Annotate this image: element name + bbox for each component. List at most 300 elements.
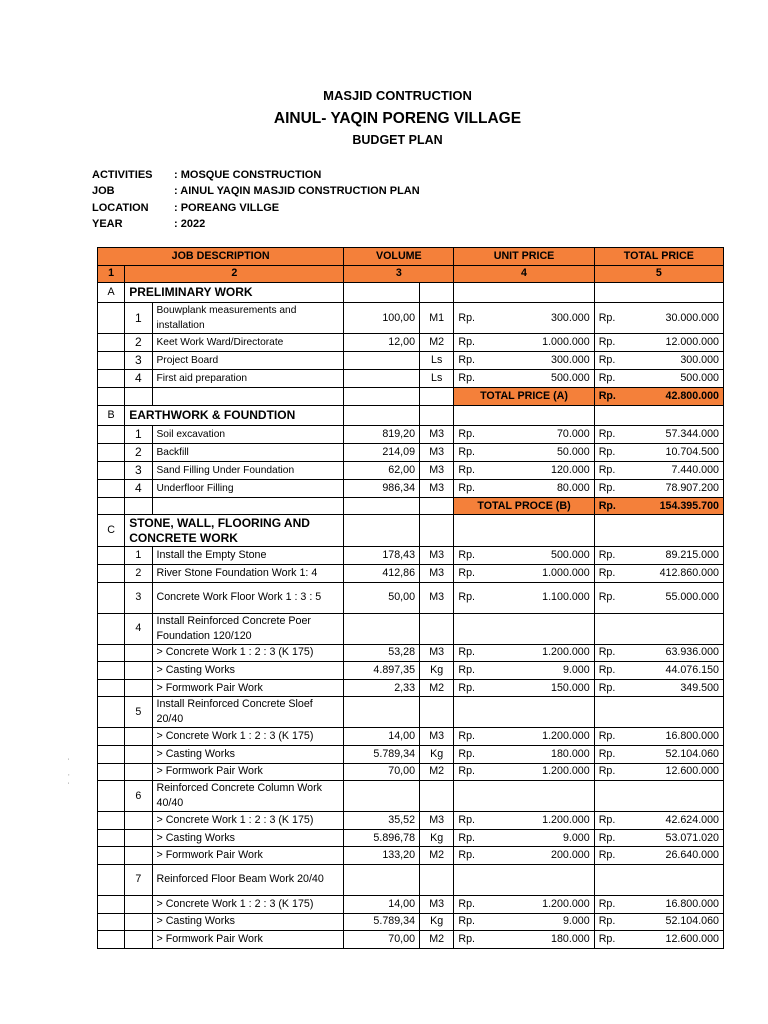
volume-cell: 14,00 — [344, 895, 420, 913]
volume-cell — [344, 864, 420, 895]
currency-cell — [454, 781, 488, 812]
currency-cell — [594, 613, 626, 644]
volume-cell — [344, 697, 420, 728]
currency-cell: Rp. — [594, 479, 626, 497]
letter-cell — [98, 582, 125, 613]
total-price-cell: 53.071.020 — [626, 829, 723, 847]
unit-cell: M3 — [420, 728, 454, 746]
sub-item-description: > Formwork Pair Work — [152, 931, 344, 949]
currency-cell: Rp. — [594, 352, 626, 370]
section-total-value: 42.800.000 — [626, 388, 723, 406]
unit-price-cell: 1.200.000 — [488, 763, 594, 781]
total-price-cell: 12.600.000 — [626, 931, 723, 949]
sub-item-description: > Concrete Work 1 : 2 : 3 (K 175) — [152, 644, 344, 662]
unit-cell: M3 — [420, 564, 454, 582]
currency-cell: Rp. — [594, 728, 626, 746]
section-header-row — [98, 283, 724, 303]
currency-cell: Rp. — [594, 847, 626, 865]
currency-cell: Rp. — [594, 564, 626, 582]
currency-cell: Rp. — [594, 334, 626, 352]
item-description: Backfill — [152, 443, 344, 461]
group-title: Reinforced Floor Beam Work 20/40 — [152, 864, 344, 895]
currency-cell — [594, 697, 626, 728]
section-letter: B — [98, 405, 125, 425]
item-number: 1 — [125, 547, 152, 565]
unit-cell: Ls — [420, 352, 454, 370]
table-row — [98, 547, 724, 565]
currency-cell: Rp. — [454, 763, 488, 781]
currency-cell: Rp. — [594, 763, 626, 781]
total-price-cell: 52.104.060 — [626, 745, 723, 763]
header-unit-price: UNIT PRICE — [454, 248, 594, 266]
total-price-cell: 16.800.000 — [626, 895, 723, 913]
header-total-price: TOTAL PRICE — [594, 248, 723, 266]
unit-price-cell: 1.200.000 — [488, 728, 594, 746]
sub-item-row — [98, 728, 724, 746]
unit-cell: Kg — [420, 913, 454, 931]
table-row — [98, 370, 724, 388]
letter-cell — [98, 352, 125, 370]
currency-cell — [454, 283, 488, 303]
currency-cell: Rp. — [454, 582, 488, 613]
unit-cell: M3 — [420, 479, 454, 497]
unit-cell: Kg — [420, 662, 454, 680]
letter-cell — [98, 479, 125, 497]
margin-marks — [68, 756, 70, 792]
unit-price-cell — [488, 405, 594, 425]
unit-cell — [420, 864, 454, 895]
item-number: 4 — [125, 613, 152, 644]
unit-price-cell: 1.100.000 — [488, 582, 594, 613]
number-cell — [125, 895, 152, 913]
letter-cell — [98, 913, 125, 931]
sub-item-description: > Formwork Pair Work — [152, 679, 344, 697]
volume-cell: 178,43 — [344, 547, 420, 565]
group-header-row — [98, 864, 724, 895]
volume-cell: 14,00 — [344, 728, 420, 746]
unit-cell: M2 — [420, 679, 454, 697]
table-row — [98, 461, 724, 479]
item-description: Underfloor Filling — [152, 479, 344, 497]
section-letter: A — [98, 283, 125, 303]
currency-cell: Rp. — [594, 370, 626, 388]
letter-cell — [98, 847, 125, 865]
item-description: Sand Filling Under Foundation — [152, 461, 344, 479]
table-row — [98, 443, 724, 461]
info-location — [92, 200, 420, 216]
total-price-cell: 57.344.000 — [626, 425, 723, 443]
letter-cell — [98, 763, 125, 781]
table-row — [98, 479, 724, 497]
unit-cell: M3 — [420, 547, 454, 565]
sub-item-description: > Concrete Work 1 : 2 : 3 (K 175) — [152, 728, 344, 746]
item-number: 3 — [125, 582, 152, 613]
section-header-row — [98, 405, 724, 425]
sub-item-description: > Formwork Pair Work — [152, 847, 344, 865]
volume-cell: 2,33 — [344, 679, 420, 697]
volume-cell: 5.789,34 — [344, 745, 420, 763]
info-value: : MOSQUE CONSTRUCTION — [174, 169, 322, 181]
total-price-cell: 7.440.000 — [626, 461, 723, 479]
item-number: 2 — [125, 334, 152, 352]
currency-cell: Rp. — [594, 497, 626, 515]
number-cell — [125, 662, 152, 680]
info-label: LOCATION — [92, 201, 149, 214]
unit-price-cell: 80.000 — [488, 479, 594, 497]
column-number: 2 — [125, 265, 344, 283]
info-year — [92, 216, 420, 232]
sub-item-description: > Concrete Work 1 : 2 : 3 (K 175) — [152, 812, 344, 830]
letter-cell — [98, 461, 125, 479]
currency-cell: Rp. — [594, 931, 626, 949]
item-description: Project Board — [152, 352, 344, 370]
letter-cell — [98, 662, 125, 680]
unit-price-cell: 1.200.000 — [488, 812, 594, 830]
item-description: Keet Work Ward/Directorate — [152, 334, 344, 352]
item-number: 2 — [125, 443, 152, 461]
letter-cell — [98, 334, 125, 352]
item-number: 3 — [125, 461, 152, 479]
unit-price-cell: 200.000 — [488, 847, 594, 865]
group-header-row — [98, 697, 724, 728]
total-price-cell: 300.000 — [626, 352, 723, 370]
number-cell — [125, 829, 152, 847]
sub-item-row — [98, 745, 724, 763]
letter-cell — [98, 443, 125, 461]
unit-price-cell: 1.200.000 — [488, 895, 594, 913]
unit-price-cell: 50.000 — [488, 443, 594, 461]
sub-item-row — [98, 913, 724, 931]
letter-cell — [98, 864, 125, 895]
number-cell — [125, 728, 152, 746]
item-number: 5 — [125, 697, 152, 728]
total-price-cell: 412.860.000 — [626, 564, 723, 582]
sub-item-row — [98, 895, 724, 913]
section-total-label: TOTAL PRICE (A) — [454, 388, 594, 406]
item-number: 3 — [125, 352, 152, 370]
currency-cell: Rp. — [454, 679, 488, 697]
sub-item-description: > Casting Works — [152, 745, 344, 763]
total-price-cell: 500.000 — [626, 370, 723, 388]
section-title: EARTHWORK & FOUNDTION — [125, 405, 344, 425]
total-price-cell — [626, 864, 723, 895]
unit-price-cell: 1.200.000 — [488, 644, 594, 662]
description-cell — [152, 497, 344, 515]
number-cell — [125, 913, 152, 931]
number-cell — [125, 931, 152, 949]
unit-price-cell: 9.000 — [488, 662, 594, 680]
currency-cell — [594, 781, 626, 812]
group-header-row — [98, 781, 724, 812]
unit-cell: M3 — [420, 582, 454, 613]
currency-cell: Rp. — [454, 334, 488, 352]
total-price-cell: 30.000.000 — [626, 303, 723, 334]
unit-price-cell: 500.000 — [488, 370, 594, 388]
unit-price-cell: 120.000 — [488, 461, 594, 479]
letter-cell — [98, 370, 125, 388]
letter-cell — [98, 497, 125, 515]
unit-price-cell: 300.000 — [488, 352, 594, 370]
volume-cell: 50,00 — [344, 582, 420, 613]
letter-cell — [98, 829, 125, 847]
currency-cell: Rp. — [594, 812, 626, 830]
margin-mark: , — [68, 771, 70, 777]
volume-cell: 986,34 — [344, 479, 420, 497]
currency-cell: Rp. — [454, 895, 488, 913]
volume-cell: 214,09 — [344, 443, 420, 461]
info-value: : POREANG VILLGE — [174, 201, 280, 214]
unit-cell — [420, 497, 454, 515]
currency-cell: Rp. — [454, 913, 488, 931]
group-header-row — [98, 613, 724, 644]
sub-item-description: > Casting Works — [152, 829, 344, 847]
volume-cell — [344, 405, 420, 425]
info-label: YEAR — [92, 217, 123, 230]
volume-cell — [344, 370, 420, 388]
currency-cell — [454, 515, 488, 547]
volume-cell — [344, 613, 420, 644]
volume-cell: 412,86 — [344, 564, 420, 582]
currency-cell — [454, 613, 488, 644]
sub-item-row — [98, 763, 724, 781]
letter-cell — [98, 781, 125, 812]
unit-cell: M3 — [420, 425, 454, 443]
table-row — [98, 334, 724, 352]
section-total-value: 154.395.700 — [626, 497, 723, 515]
volume-cell: 70,00 — [344, 931, 420, 949]
item-number: 4 — [125, 479, 152, 497]
currency-cell: Rp. — [454, 425, 488, 443]
unit-price-cell: 300.000 — [488, 303, 594, 334]
unit-cell: M2 — [420, 931, 454, 949]
unit-price-cell: 1.000.000 — [488, 564, 594, 582]
letter-cell — [98, 644, 125, 662]
total-price-cell — [626, 515, 723, 547]
currency-cell: Rp. — [594, 895, 626, 913]
unit-cell: M3 — [420, 895, 454, 913]
currency-cell: Rp. — [454, 745, 488, 763]
total-price-cell: 349.500 — [626, 679, 723, 697]
number-cell — [125, 847, 152, 865]
item-description: First aid preparation — [152, 370, 344, 388]
unit-price-cell — [488, 515, 594, 547]
letter-cell — [98, 564, 125, 582]
sub-item-row — [98, 829, 724, 847]
unit-price-cell — [488, 613, 594, 644]
currency-cell: Rp. — [594, 443, 626, 461]
item-number: 2 — [125, 564, 152, 582]
currency-cell: Rp. — [594, 913, 626, 931]
number-cell — [125, 497, 152, 515]
letter-cell — [98, 388, 125, 406]
letter-cell — [98, 812, 125, 830]
sub-item-description: > Casting Works — [152, 662, 344, 680]
unit-price-cell — [488, 283, 594, 303]
section-title: STONE, WALL, FLOORING AND CONCRETE WORK — [125, 515, 344, 547]
currency-cell: Rp. — [594, 425, 626, 443]
item-description: River Stone Foundation Work 1: 4 — [152, 564, 344, 582]
total-price-cell: 42.624.000 — [626, 812, 723, 830]
unit-cell — [420, 613, 454, 644]
column-number: 3 — [344, 265, 454, 283]
info-activities — [92, 167, 420, 183]
unit-cell: M1 — [420, 303, 454, 334]
currency-cell: Rp. — [594, 461, 626, 479]
sub-item-row — [98, 931, 724, 949]
unit-price-cell: 180.000 — [488, 931, 594, 949]
unit-cell — [420, 405, 454, 425]
currency-cell: Rp. — [454, 931, 488, 949]
currency-cell: Rp. — [454, 479, 488, 497]
currency-cell: Rp. — [454, 847, 488, 865]
unit-price-cell: 1.000.000 — [488, 334, 594, 352]
number-cell — [125, 763, 152, 781]
total-price-cell: 26.640.000 — [626, 847, 723, 865]
unit-price-cell — [488, 864, 594, 895]
currency-cell: Rp. — [454, 812, 488, 830]
total-price-cell — [626, 697, 723, 728]
table-row — [98, 425, 724, 443]
volume-cell — [344, 497, 420, 515]
item-number: 1 — [125, 303, 152, 334]
currency-cell: Rp. — [594, 829, 626, 847]
info-label: ACTIVITIES — [92, 169, 153, 181]
currency-cell: Rp. — [454, 461, 488, 479]
unit-cell — [420, 697, 454, 728]
info-value: : AINUL YAQIN MASJID CONSTRUCTION PLAN — [174, 185, 420, 198]
currency-cell: Rp. — [594, 679, 626, 697]
item-number: 6 — [125, 781, 152, 812]
currency-cell: Rp. — [454, 303, 488, 334]
group-title: Install Reinforced Concrete Poer Foundation 120/120 — [152, 613, 344, 644]
total-price-cell: 63.936.000 — [626, 644, 723, 662]
header-volume: VOLUME — [344, 248, 454, 266]
sub-item-row — [98, 847, 724, 865]
sub-item-description: > Casting Works — [152, 913, 344, 931]
section-total-row — [98, 388, 724, 406]
document-header — [0, 88, 768, 148]
margin-mark: ' — [68, 759, 70, 765]
volume-cell: 5.789,34 — [344, 913, 420, 931]
sub-item-row — [98, 644, 724, 662]
unit-price-cell — [488, 781, 594, 812]
currency-cell: Rp. — [594, 745, 626, 763]
currency-cell — [594, 283, 626, 303]
currency-cell — [594, 515, 626, 547]
volume-cell — [344, 352, 420, 370]
info-label: JOB — [92, 185, 115, 198]
total-price-cell: 12.600.000 — [626, 763, 723, 781]
currency-cell: Rp. — [454, 443, 488, 461]
info-value: : 2022 — [174, 217, 206, 230]
budget-table — [97, 247, 724, 949]
total-price-cell — [626, 613, 723, 644]
currency-cell: Rp. — [454, 564, 488, 582]
unit-cell: M2 — [420, 847, 454, 865]
total-price-cell: 12.000.000 — [626, 334, 723, 352]
currency-cell — [594, 864, 626, 895]
table-row — [98, 303, 724, 334]
volume-cell: 70,00 — [344, 763, 420, 781]
letter-cell — [98, 425, 125, 443]
total-price-cell: 78.907.200 — [626, 479, 723, 497]
table-header-row — [98, 248, 724, 266]
volume-cell: 12,00 — [344, 334, 420, 352]
total-price-cell — [626, 283, 723, 303]
column-number: 1 — [98, 265, 125, 283]
unit-cell: M3 — [420, 812, 454, 830]
currency-cell: Rp. — [594, 303, 626, 334]
sub-item-row — [98, 679, 724, 697]
section-letter: C — [98, 515, 125, 547]
unit-cell: M3 — [420, 443, 454, 461]
total-price-cell: 10.704.500 — [626, 443, 723, 461]
volume-cell: 100,00 — [344, 303, 420, 334]
number-cell — [125, 679, 152, 697]
document-title-line1: MASJID CONTRUCTION — [323, 88, 472, 103]
unit-cell: M3 — [420, 644, 454, 662]
item-number: 1 — [125, 425, 152, 443]
unit-price-cell: 70.000 — [488, 425, 594, 443]
unit-cell — [420, 515, 454, 547]
letter-cell — [98, 303, 125, 334]
unit-cell: Ls — [420, 370, 454, 388]
volume-cell — [344, 781, 420, 812]
item-number: 7 — [125, 864, 152, 895]
number-cell — [125, 644, 152, 662]
total-price-cell — [626, 781, 723, 812]
number-cell — [125, 745, 152, 763]
unit-cell — [420, 283, 454, 303]
total-price-cell: 55.000.000 — [626, 582, 723, 613]
unit-price-cell: 9.000 — [488, 829, 594, 847]
currency-cell: Rp. — [454, 547, 488, 565]
item-description: Install the Empty Stone — [152, 547, 344, 565]
volume-cell — [344, 388, 420, 406]
sub-item-description: > Formwork Pair Work — [152, 763, 344, 781]
unit-price-cell: 9.000 — [488, 913, 594, 931]
currency-cell: Rp. — [454, 370, 488, 388]
currency-cell: Rp. — [454, 662, 488, 680]
currency-cell: Rp. — [594, 662, 626, 680]
volume-cell: 819,20 — [344, 425, 420, 443]
currency-cell: Rp. — [594, 644, 626, 662]
column-number: 5 — [594, 265, 723, 283]
unit-cell: M2 — [420, 334, 454, 352]
letter-cell — [98, 745, 125, 763]
currency-cell: Rp. — [454, 352, 488, 370]
currency-cell: Rp. — [594, 547, 626, 565]
unit-cell: Kg — [420, 745, 454, 763]
section-total-label: TOTAL PROCE (B) — [454, 497, 594, 515]
volume-cell: 53,28 — [344, 644, 420, 662]
total-price-cell: 52.104.060 — [626, 913, 723, 931]
unit-price-cell: 500.000 — [488, 547, 594, 565]
volume-cell: 5.896,78 — [344, 829, 420, 847]
unit-cell: Kg — [420, 829, 454, 847]
item-description: Concrete Work Floor Work 1 : 3 : 5 — [152, 582, 344, 613]
volume-cell: 4.897,35 — [344, 662, 420, 680]
unit-price-cell — [488, 697, 594, 728]
currency-cell — [454, 405, 488, 425]
unit-cell — [420, 781, 454, 812]
total-price-cell: 44.076.150 — [626, 662, 723, 680]
sub-item-description: > Concrete Work 1 : 2 : 3 (K 175) — [152, 895, 344, 913]
column-number-row — [98, 265, 724, 283]
volume-cell: 62,00 — [344, 461, 420, 479]
section-title: PRELIMINARY WORK — [125, 283, 344, 303]
letter-cell — [98, 728, 125, 746]
